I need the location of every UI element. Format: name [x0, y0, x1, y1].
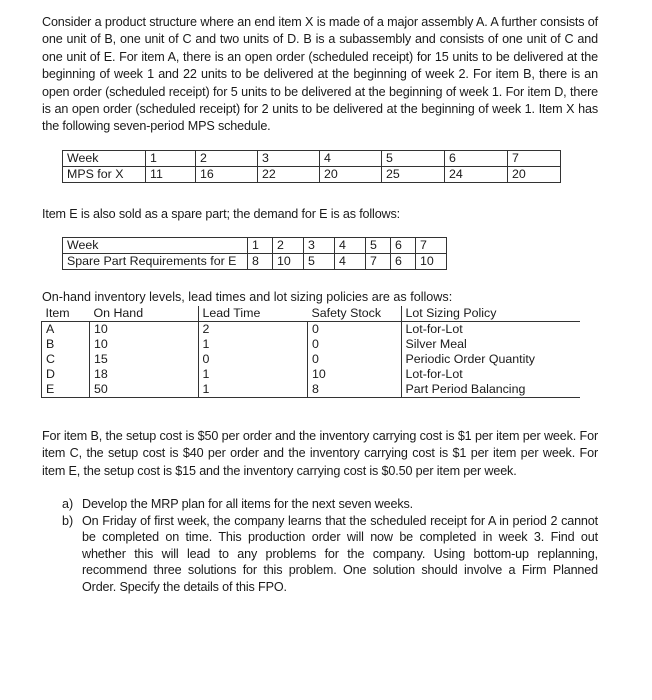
spare-cell: 10 — [416, 254, 447, 270]
mps-header-cell: 4 — [320, 151, 382, 167]
mps-header-cell: 7 — [508, 151, 561, 167]
inventory-col-header: Item — [42, 306, 90, 322]
item-cell: C — [42, 352, 90, 367]
list-item — [62, 513, 598, 596]
mps-data-row — [63, 167, 561, 183]
table-row — [42, 352, 580, 367]
spare-cell: 7 — [366, 254, 391, 270]
costs-paragraph: For item B, the setup cost is $50 per order and the inventory carrying cost is $1 per item per week. For item C, the setup cost is $40 per order and the inventory carrying cost is $1 per item per week. For item E, the setup cost is $15 and the inventory carrying cost is $0.50 per item per week. — [42, 429, 598, 478]
mps-cell: 22 — [258, 167, 320, 183]
mps-row-label: MPS for X — [63, 167, 146, 183]
lead-time-cell: 1 — [198, 337, 308, 352]
item-cell: D — [42, 367, 90, 382]
mps-cell: 20 — [320, 167, 382, 183]
mps-header-cell: 3 — [258, 151, 320, 167]
spare-header-cell: 5 — [366, 238, 391, 254]
on-hand-cell: 18 — [90, 367, 199, 382]
lot-sizing-cell: Part Period Balancing — [401, 382, 580, 398]
lead-time-cell: 0 — [198, 352, 308, 367]
mps-cell: 24 — [445, 167, 508, 183]
question-text: Develop the MRP plan for all items for the next seven weeks. — [82, 497, 413, 511]
inventory-col-header: Lead Time — [198, 306, 308, 322]
safety-stock-cell: 0 — [308, 352, 402, 367]
table-row — [42, 367, 580, 382]
question-text: On Friday of first week, the company learns that the scheduled receipt for A in period 2 cannot be completed on time. This production order will now be completed in week 3. Find out whether this will lead to any problems for the company. Using bottom-up replanning, recommend three solutions for this problem. One solution should involve a Firm Planned Order. Specify the details of this FPO. — [82, 513, 598, 594]
mps-cell: 25 — [382, 167, 445, 183]
mps-header-cell: 5 — [382, 151, 445, 167]
safety-stock-cell: 8 — [308, 382, 402, 398]
question-label: a) — [62, 497, 74, 511]
mps-cell: 16 — [196, 167, 258, 183]
intro-paragraph: Consider a product structure where an end item X is made of a major assembly A. A further consists of one unit of B, one unit of C and two units of D. B is a subassembly and consists of one unit of C and one unit of E. For item A, there is an open order (scheduled receipt) for 15 units to be delivered at the beginning of week 1 and 22 units to be delivered at the beginning of week 2. For item B, there is an open order (scheduled receipt) for 5 units to be delivered at the beginning of week 1. For item D, there is an open order (scheduled receipt) for 2 units to be delivered at the beginning of week 1. Item X has the following seven-period MPS schedule. — [42, 15, 598, 134]
table-row — [42, 337, 580, 352]
spare-header-cell: 2 — [273, 238, 304, 254]
spare-cell: 5 — [304, 254, 335, 270]
safety-stock-cell: 0 — [308, 337, 402, 352]
on-hand-cell: 10 — [90, 337, 199, 352]
spare-table — [62, 237, 447, 270]
spare-cell: 6 — [391, 254, 416, 270]
spare-header-cell: 7 — [416, 238, 447, 254]
inventory-col-header: Safety Stock — [308, 306, 402, 322]
spare-intro: Item E is also sold as a spare part; the demand for E is as follows: — [42, 207, 400, 221]
mps-header-cell: 2 — [196, 151, 258, 167]
mps-cell: 11 — [146, 167, 196, 183]
lead-time-cell: 2 — [198, 322, 308, 338]
lot-sizing-cell: Silver Meal — [405, 337, 467, 351]
list-item — [62, 496, 598, 513]
spare-header-cell: 3 — [304, 238, 335, 254]
inventory-col-header: Lot Sizing Policy — [401, 306, 580, 322]
spare-header-cell: 4 — [335, 238, 366, 254]
item-cell: E — [42, 382, 90, 398]
table-row — [42, 382, 580, 398]
spare-data-row — [63, 254, 447, 270]
spare-cell: 4 — [335, 254, 366, 270]
inventory-title: On-hand inventory levels, lead times and lot sizing policies are as follows: — [42, 290, 453, 304]
on-hand-cell: 15 — [90, 352, 199, 367]
inventory-header-row — [42, 306, 580, 322]
spare-header-row — [63, 238, 447, 254]
mps-header-row — [63, 151, 561, 167]
mps-header-cell: 6 — [445, 151, 508, 167]
lot-sizing-cell: Lot-for-Lot — [405, 367, 463, 381]
item-cell: B — [42, 337, 90, 352]
spare-cell: 10 — [273, 254, 304, 270]
mps-header-cell: 1 — [146, 151, 196, 167]
spare-cell: 8 — [248, 254, 273, 270]
spare-row-label: Spare Part Requirements for E — [63, 254, 248, 270]
mps-cell: 20 — [508, 167, 561, 183]
mps-header-label: Week — [63, 151, 146, 167]
mps-table — [62, 150, 561, 183]
spare-header-cell: 1 — [248, 238, 273, 254]
safety-stock-cell: 0 — [308, 322, 402, 338]
inventory-table — [41, 306, 580, 398]
table-row — [42, 322, 580, 338]
on-hand-cell: 50 — [90, 382, 199, 398]
spare-header-cell: 6 — [391, 238, 416, 254]
lot-sizing-cell: Lot-for-Lot — [405, 322, 463, 336]
on-hand-cell: 10 — [90, 322, 199, 338]
question-list — [62, 496, 598, 596]
question-label: b) — [62, 513, 74, 528]
item-cell: A — [42, 322, 90, 338]
lead-time-cell: 1 — [198, 382, 308, 398]
safety-stock-cell: 10 — [308, 367, 402, 382]
spare-header-label: Week — [63, 238, 248, 254]
lot-sizing-cell: Periodic Order Quantity — [405, 352, 535, 366]
lead-time-cell: 1 — [198, 367, 308, 382]
inventory-col-header: On Hand — [90, 306, 199, 322]
